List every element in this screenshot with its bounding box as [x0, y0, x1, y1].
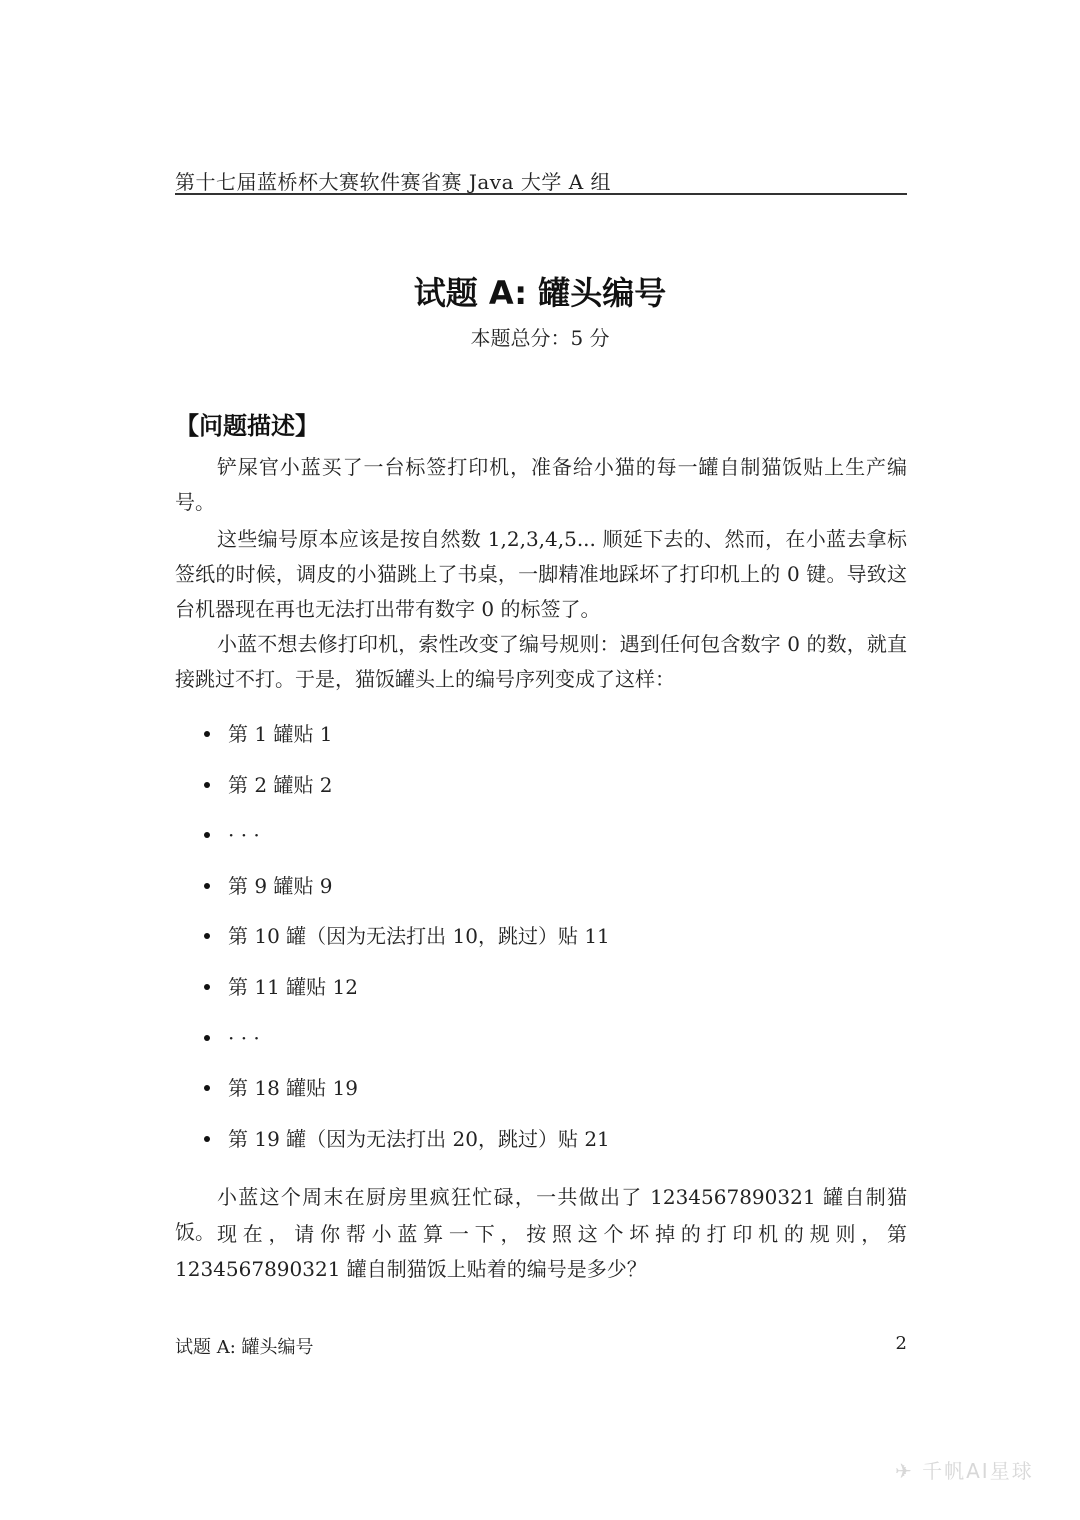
bullet-icon	[204, 1085, 210, 1091]
list-item	[200, 1070, 610, 1121]
list-item	[200, 868, 610, 919]
bullet-icon	[204, 832, 210, 838]
bullet-icon	[204, 1035, 210, 1041]
problem-title: 试题 A: 罐头编号	[413, 274, 667, 312]
list-item	[200, 767, 610, 818]
bullet-icon	[204, 933, 210, 939]
list-item-text: 第 1 罐贴 1	[228, 722, 333, 746]
footer-title: 试题 A: 罐头编号	[175, 1337, 314, 1358]
bullet-icon	[204, 883, 210, 889]
list-item-text: 第 11 罐贴 12	[228, 974, 358, 999]
problem-score: 本题总分：5 分	[470, 326, 610, 350]
bullet-icon	[204, 984, 210, 990]
sequence-list	[200, 716, 610, 1171]
list-item-text: 第 19 罐（因为无法打出 20，跳过）贴 21	[228, 1126, 610, 1151]
page-number: 2	[895, 1333, 907, 1354]
list-item	[200, 716, 610, 767]
closing-paragraph-1: 小蓝这个周末在厨房里疯狂忙碌，一共做出了 1234567890321 罐自制猫饭。	[175, 1185, 907, 1244]
bullet-icon	[204, 731, 210, 737]
list-item	[200, 1121, 610, 1172]
paragraph-2: 这些编号原本应该是按自然数 1,2,3,4,5... 顺延下去的、然而，在小蓝去拿标签纸的时候，调皮的小猫跳上了书桌，一脚精准地踩坏了打印机上的 0 键。导致这台机器现在再也无法打出带有数字 0 的标签了。	[175, 527, 907, 621]
bullet-icon	[204, 782, 210, 788]
closing-paragraph-2: 现在，请你帮小蓝算一下，按照这个坏掉的打印机的规则，第 1234567890321 罐自制猫饭上贴着的编号是多少？	[175, 1222, 907, 1281]
watermark: ✈ 千帆AI星球	[895, 1459, 1034, 1483]
list-item	[200, 918, 610, 969]
paragraph-3: 小蓝不想去修打印机，索性改变了编号规则：遇到任何包含数字 0 的数，就直接跳过不打。于是，猫饭罐头上的编号序列变成了这样：	[175, 632, 907, 691]
section-heading-description: 【问题描述】	[175, 412, 319, 440]
list-item-text: 第 2 罐贴 2	[228, 772, 333, 797]
bullet-icon	[204, 1136, 210, 1142]
list-item	[200, 817, 610, 868]
list-item-text: 第 9 罐贴 9	[228, 873, 333, 898]
list-item-text: 第 10 罐（因为无法打出 10，跳过）贴 11	[228, 924, 610, 949]
paragraph-1: 铲屎官小蓝买了一台标签打印机，准备给小猫的每一罐自制猫饭贴上生产编号。	[175, 455, 907, 514]
list-item-text: · · ·	[228, 1025, 260, 1050]
header-rule	[175, 193, 907, 195]
list-item-text: 第 18 罐贴 19	[228, 1076, 358, 1101]
list-item-text: · · ·	[228, 823, 260, 848]
running-header: 第十七届蓝桥杯大赛软件赛省赛 Java 大学 A 组	[175, 170, 612, 194]
list-item	[200, 969, 610, 1020]
list-item	[200, 1020, 610, 1071]
